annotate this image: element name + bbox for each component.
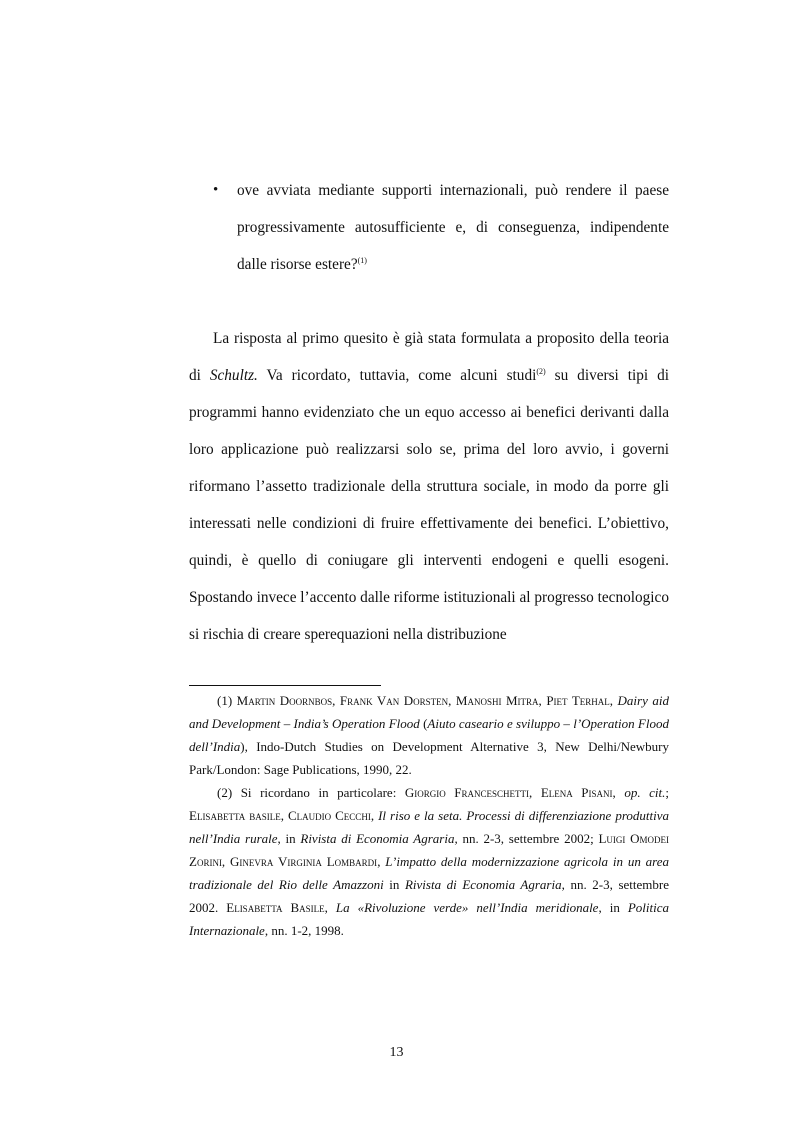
footnote-segment: Luigi Omodei Zorini, Ginevra Virginia Lombardi [189, 831, 669, 869]
footnote-segment: , [612, 785, 625, 800]
footnote-segment: , nn. 1-2, 1998. [264, 923, 344, 938]
footnote-segment: , in [277, 831, 301, 846]
paragraph-text-2: Va ricordato, tuttavia, come alcuni studi [257, 367, 537, 384]
footnote-segment: Dairy aid and Development – India’s Operation Flood [189, 693, 669, 731]
footnote-segment: Il riso e la seta. Processi di differenziazione produttiva nell’India rurale [189, 808, 669, 846]
footnote-ref-1[interactable]: (1) [357, 256, 367, 265]
footnote-separator [189, 685, 381, 686]
footnote-segment: Elisabetta Basile [226, 900, 325, 915]
footnote-segment: Rivista di Economia Agraria, [300, 831, 458, 846]
footnotes [189, 689, 669, 942]
paragraph-text-1: La risposta al primo quesito è già stata formulata a proposito della teoria di [189, 330, 669, 384]
paragraph-text-3: su diversi tipi di programmi hanno evidenziato che un equo accesso ai benefici derivanti dalla loro applicazione può realizzarsi solo se, prima del loro avvio, i governi riformano l’assetto tradizionale della struttura sociale, in modo da porre gli interessati nelle condizioni di fruire effettivamente dei benefici. L’obiettivo, quindi, è quello di coniugare gli interventi endogeni e quelli esogeni. Spostando invece l’accento dalle riforme istituzionali al progresso tecnologico si rischia di creare sperequazioni nella distribuzione [189, 367, 669, 643]
footnote-segment: nn. 2-3, settembre 2002. [189, 877, 669, 915]
page-number: 13 [389, 1045, 404, 1060]
footnote-segment: , in [598, 900, 628, 915]
footnote-segment: , [324, 900, 336, 915]
footnote-segment: (2) Si ricordano in particolare: [217, 785, 405, 800]
footnote-segment: , [377, 854, 386, 869]
footnote-segment: nn. 2-3, settembre 2002; [457, 831, 599, 846]
footnote-ref-2[interactable]: (2) [536, 367, 546, 376]
bullet-text: ove avviata mediante supporti internazionali, può rendere il paese progressivamente autosufficiente e, di conseguenza, indipendente dalle risorse estere? [237, 182, 669, 273]
footnote-segment: (1) [217, 693, 237, 708]
footnote-segment: Martin Doornbos, Frank Van Dorsten, Manoshi Mitra, Piet Terhal [236, 693, 610, 708]
footnote-segment: Elisabetta basile, Claudio Cecchi [189, 808, 371, 823]
footnote-segment: ), Indo-Dutch Studies on Development Alternative 3, New Delhi/Newbury Park/London: Sage Publications, 1990, 22. [189, 739, 669, 777]
paragraph-schultz: Schultz. [209, 367, 258, 384]
footnote-segment: op. cit. [624, 785, 666, 800]
footnote-segment: Giorgio Franceschetti, Elena Pisani [404, 785, 613, 800]
footnote-segment: in [383, 877, 405, 892]
footnote-segment: L’impatto della modernizzazione agricola in un area tradizionale del Rio delle Amazzoni [189, 854, 669, 892]
footnote-segment: , [609, 693, 618, 708]
bullet-item [213, 172, 669, 283]
bullet-icon: • [213, 182, 219, 198]
footnote-segment: , [370, 808, 379, 823]
footnote-2 [189, 781, 669, 942]
footnote-segment: ; [665, 785, 670, 800]
footnote-1 [189, 689, 669, 781]
footnote-segment: Politica Internazionale [189, 900, 669, 938]
footnote-segment: Rivista di Economia Agraria, [404, 877, 565, 892]
footnote-segment: La «Rivoluzione verde» nell’India meridionale [335, 900, 599, 915]
footnote-segment: ( [419, 716, 428, 731]
footnote-segment: Aiuto caseario e sviluppo – l’Operation Flood dell’India [189, 716, 669, 754]
body-paragraph [189, 320, 669, 653]
